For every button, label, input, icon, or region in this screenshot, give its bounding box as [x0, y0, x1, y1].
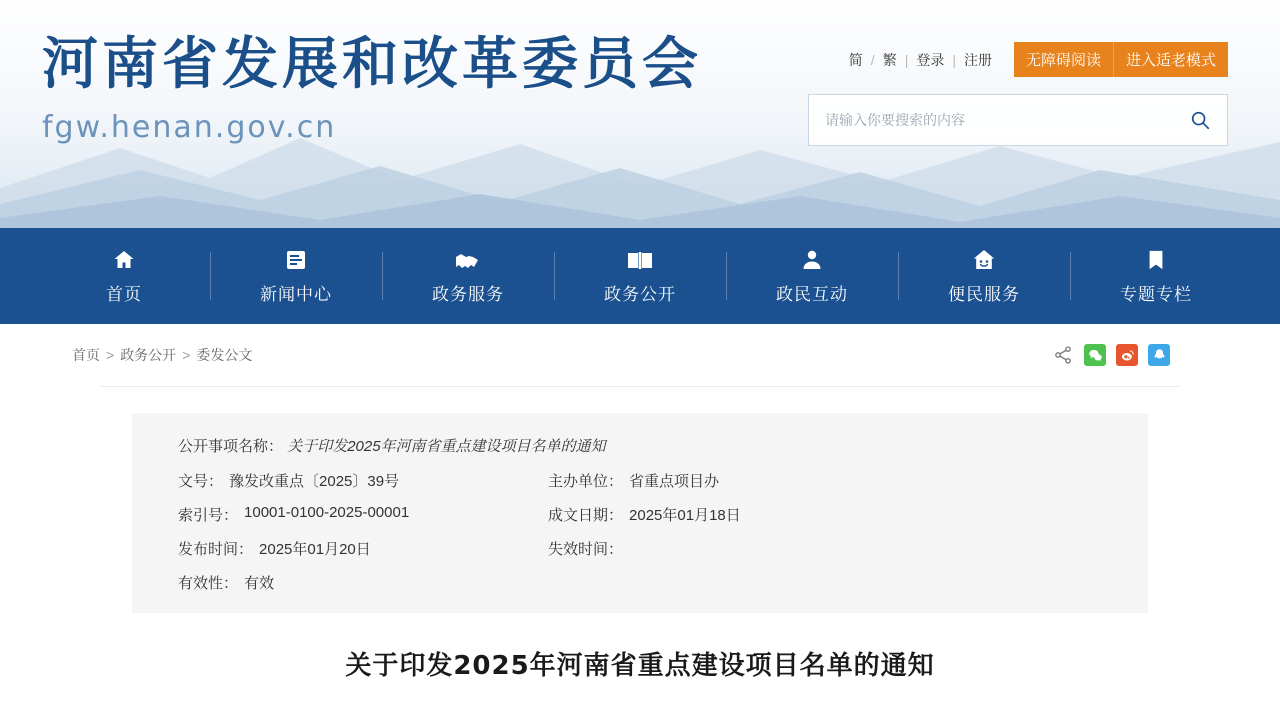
nav-item-convenience[interactable]	[898, 248, 1070, 304]
meta-subject-row	[178, 435, 1102, 456]
link-separator-2: |	[952, 51, 956, 68]
nav-item-home[interactable]	[38, 248, 210, 304]
meta-made-date-value: 2025年01月18日	[629, 507, 741, 524]
register-link[interactable]: 注册	[963, 51, 992, 68]
meta-doc-number-value: 豫发改重点〔2025〕39号	[229, 473, 400, 490]
nav-label-convenience: 便民服务	[948, 284, 1020, 304]
breadcrumb-item-documents[interactable]: 委发公文	[196, 347, 253, 363]
meta-subject-value: 关于印发2025年河南省重点建设项目名单的通知	[287, 438, 606, 455]
meta-doc-number	[178, 470, 548, 491]
nav-item-news[interactable]	[210, 248, 382, 304]
site-domain: fgw.henan.gov.cn	[42, 110, 337, 145]
home-icon	[111, 248, 137, 272]
top-utility-links	[841, 42, 1228, 77]
content-area	[0, 386, 1280, 704]
lang-traditional-link[interactable]: 繁	[882, 51, 897, 68]
house-smile-icon	[971, 248, 997, 272]
elder-mode-button[interactable]: 进入适老模式	[1113, 42, 1228, 77]
nav-label-interaction: 政民互动	[776, 284, 848, 304]
document-meta-box	[132, 413, 1148, 613]
meta-validity	[178, 572, 548, 593]
login-link[interactable]: 登录	[916, 51, 945, 68]
meta-validity-value: 有效	[244, 575, 275, 592]
breadcrumb-separator-1: >	[106, 347, 115, 363]
meta-host-unit	[548, 470, 1102, 491]
nav-label-home: 首页	[106, 284, 142, 304]
share-nodes-icon[interactable]	[1052, 344, 1074, 366]
search-button[interactable]	[1173, 95, 1227, 145]
search-icon	[1189, 109, 1211, 131]
handshake-icon	[454, 248, 482, 272]
meta-publish-time-value: 2025年01月20日	[259, 541, 371, 558]
document-title: 关于印发2025年河南省重点建设项目名单的通知	[345, 651, 935, 681]
accessibility-button[interactable]: 无障碍阅读	[1014, 42, 1113, 77]
site-title-cn: 河南省发展和改革委员会	[42, 32, 702, 97]
qq-icon[interactable]	[1148, 344, 1170, 366]
meta-empty-cell	[548, 572, 1102, 593]
meta-index-number	[178, 504, 548, 525]
lang-simplified-link[interactable]: 简	[848, 51, 863, 68]
main-navigation	[0, 228, 1280, 324]
nav-item-special-columns[interactable]	[1070, 248, 1242, 304]
meta-host-unit-label: 主办单位：	[548, 473, 624, 490]
meta-index-number-value: 10001-0100-2025-00001	[244, 504, 410, 521]
meta-index-number-label: 索引号：	[178, 507, 239, 524]
news-icon	[284, 248, 308, 272]
meta-grid	[178, 470, 1102, 593]
meta-made-date	[548, 504, 1102, 525]
nav-label-gov-service: 政务服务	[432, 284, 504, 304]
nav-item-gov-disclosure[interactable]	[554, 248, 726, 304]
wechat-icon[interactable]	[1084, 344, 1106, 366]
book-icon	[626, 248, 654, 272]
nav-label-gov-disclosure: 政务公开	[604, 284, 676, 304]
nav-label-special-columns: 专题专栏	[1120, 284, 1192, 304]
meta-subject-label: 公开事项名称：	[178, 438, 284, 455]
meta-doc-number-label: 文号：	[178, 473, 224, 490]
breadcrumb-separator-2: >	[182, 347, 191, 363]
search-input[interactable]	[809, 95, 1173, 145]
site-header	[0, 0, 1280, 228]
link-separator-1: |	[904, 51, 909, 68]
nav-label-news: 新闻中心	[260, 284, 332, 304]
meta-host-unit-value: 省重点项目办	[629, 473, 720, 490]
lang-divider: /	[870, 51, 875, 68]
bookmark-icon	[1145, 248, 1167, 272]
breadcrumb-item-home[interactable]: 首页	[72, 347, 100, 363]
meta-publish-time-label: 发布时间：	[178, 541, 254, 558]
site-logo[interactable]	[42, 30, 702, 145]
document-card	[100, 386, 1180, 704]
nav-item-interaction[interactable]	[726, 248, 898, 304]
meta-expire-time-label: 失效时间：	[548, 541, 624, 558]
meta-expire-time	[548, 538, 1102, 559]
weibo-icon[interactable]	[1116, 344, 1138, 366]
share-toolbar	[1052, 344, 1170, 366]
search-box[interactable]	[808, 94, 1228, 146]
meta-made-date-label: 成文日期：	[548, 507, 624, 524]
breadcrumb-item-disclosure[interactable]: 政务公开	[120, 347, 177, 363]
breadcrumb	[72, 345, 252, 365]
breadcrumb-bar	[0, 324, 1280, 386]
nav-item-gov-service[interactable]	[382, 248, 554, 304]
meta-publish-time	[178, 538, 548, 559]
person-icon	[800, 248, 824, 272]
meta-validity-label: 有效性：	[178, 575, 239, 592]
